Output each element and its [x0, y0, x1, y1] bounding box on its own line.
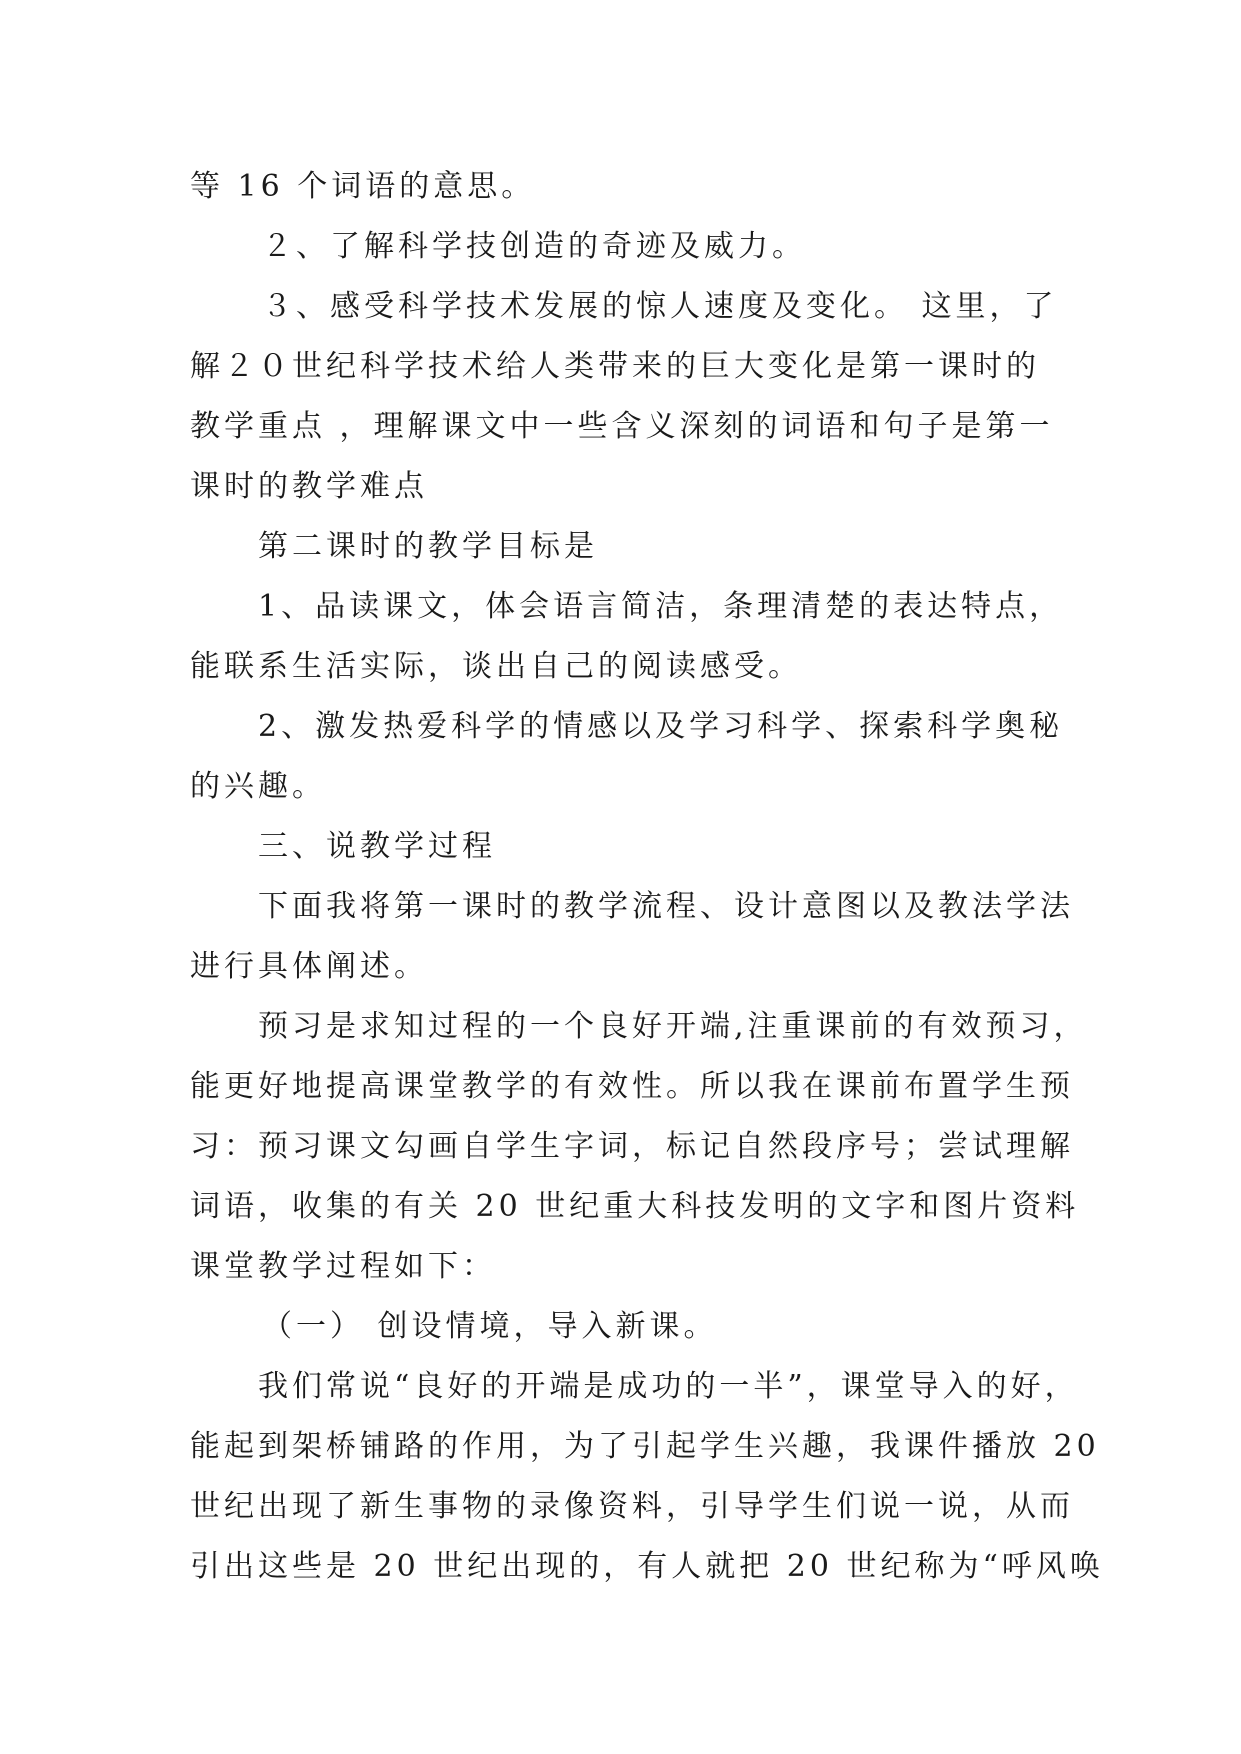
- text-line: 教学重点 ，理解课文中一些含义深刻的词语和句子是第一: [190, 409, 1054, 444]
- text-line: 的兴趣。: [190, 769, 326, 804]
- text-line: ３、感受科学技术发展的惊人速度及变化。 这里，了: [262, 289, 1058, 324]
- text-line: 我们常说“良好的开端是成功的一半”，课堂导入的好，: [258, 1369, 1079, 1404]
- text-line: 预习是求知过程的一个良好开端,注重课前的有效预习，: [258, 1009, 1088, 1044]
- text-line: 世纪出现了新生事物的录像资料，引导学生们说一说，从而: [190, 1489, 1074, 1524]
- text-line: 三、说教学过程: [258, 829, 496, 864]
- text-line: 习：预习课文勾画自学生字词，标记自然段序号；尝试理解: [190, 1129, 1074, 1164]
- text-line: 能更好地提高课堂教学的有效性。所以我在课前布置学生预: [190, 1069, 1074, 1104]
- text-line: 第二课时的教学目标是: [258, 529, 598, 564]
- text-line: 等 16 个词语的意思。: [190, 169, 536, 204]
- text-line: 1、品读课文，体会语言简洁，条理清楚的表达特点，: [258, 589, 1064, 624]
- section-heading: （一） 创设情境，导入新课。: [262, 1309, 718, 1344]
- text-line: 解２０世纪科学技术给人类带来的巨大变化是第一课时的: [190, 349, 1040, 384]
- text-line: 能联系生活实际，谈出自己的阅读感受。: [190, 649, 802, 684]
- text-line: ２、了解科学技创造的奇迹及威力。: [262, 229, 806, 264]
- text-line: 词语，收集的有关 20 世纪重大科技发明的文字和图片资料: [190, 1189, 1080, 1224]
- text-line: 2、激发热爱科学的情感以及学习科学、探索科学奥秘: [258, 709, 1064, 744]
- text-line: 进行具体阐述。: [190, 949, 428, 984]
- text-line: 课堂教学过程如下：: [190, 1249, 496, 1284]
- text-line: 能起到架桥铺路的作用，为了引起学生兴趣，我课件播放 20: [190, 1429, 1100, 1464]
- text-line: 下面我将第一课时的教学流程、设计意图以及教法学法: [258, 889, 1074, 924]
- text-line: 引出这些是 20 世纪出现的，有人就把 20 世纪称为“呼风唤: [190, 1549, 1104, 1584]
- text-line: 课时的教学难点: [190, 469, 428, 504]
